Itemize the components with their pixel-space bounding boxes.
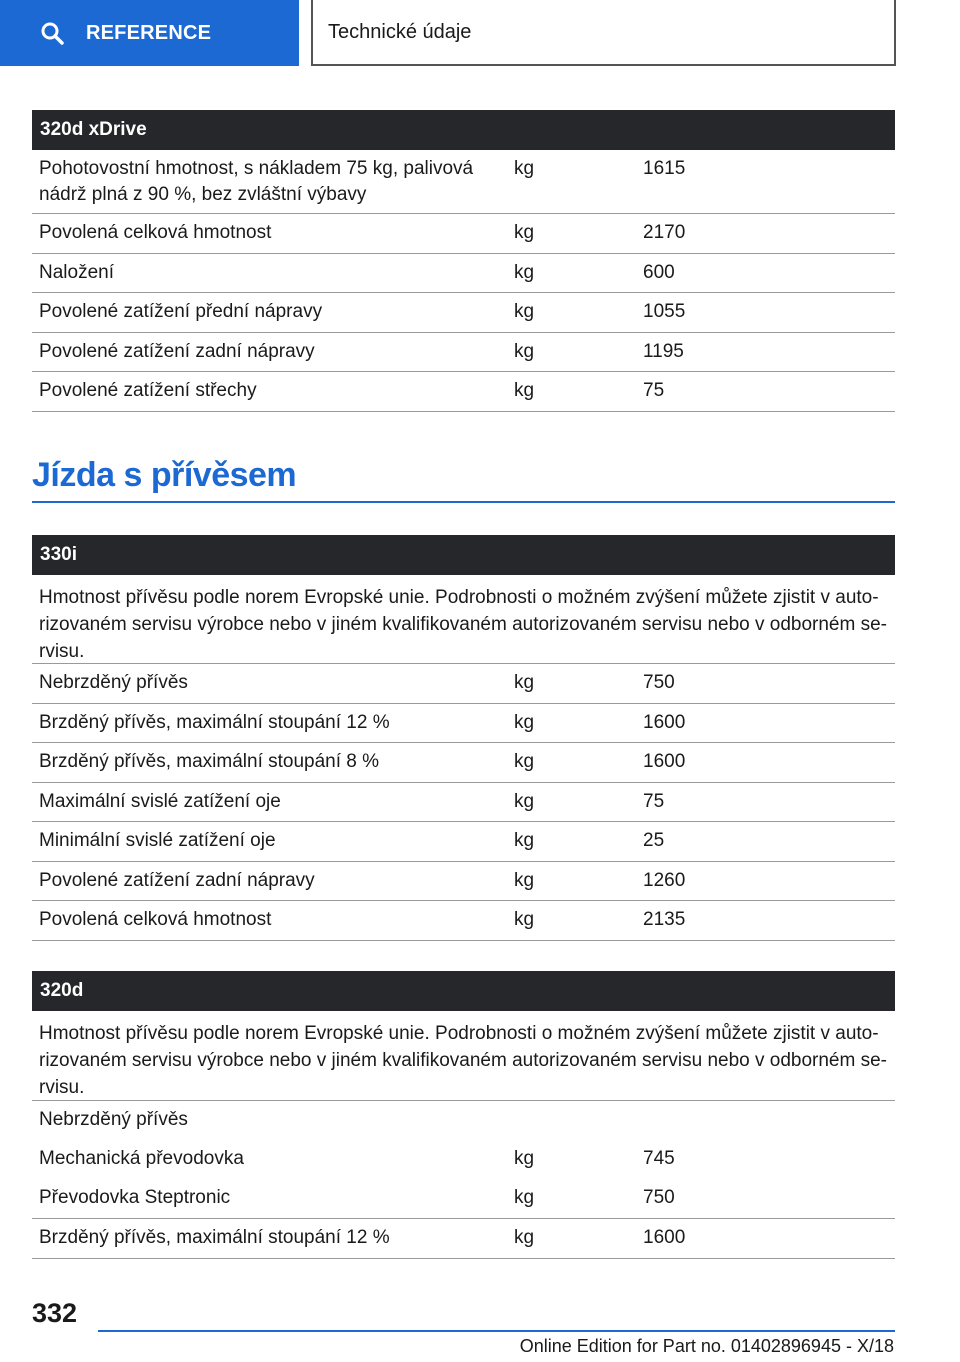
row-label: Brzděný přívěs, maximální stoupání 12 % xyxy=(39,712,390,733)
row-value: 25 xyxy=(643,830,665,851)
row-label: Povolené zatížení zadní nápravy xyxy=(39,341,315,362)
edition-text: Online Edition for Part no. 01402896945 - X/18 xyxy=(519,1336,894,1356)
row-unit: kg xyxy=(514,380,535,401)
row-label: Povolené zatížení zadní nápravy xyxy=(39,870,315,891)
row-unit: kg xyxy=(514,830,535,851)
row-value: 1600 xyxy=(643,712,686,733)
row-label: Brzděný přívěs, maximální stoupání 8 % xyxy=(39,751,380,772)
row-unit: kg xyxy=(514,262,535,283)
row-unit: kg xyxy=(514,791,535,812)
row-unit: kg xyxy=(514,1187,535,1208)
row-value: 1055 xyxy=(643,301,686,322)
row-value: 1600 xyxy=(643,1227,686,1248)
row-label: Maximální svislé zatížení oje xyxy=(39,791,281,812)
row-value: 75 xyxy=(643,380,665,401)
table-row xyxy=(32,1179,895,1219)
section-heading: Jízda s přívěsem xyxy=(32,456,895,503)
table-row xyxy=(32,150,895,214)
page-number: 332 xyxy=(32,1298,78,1328)
row-unit: kg xyxy=(514,341,535,362)
row-label: Naložení xyxy=(39,262,114,283)
search-icon xyxy=(40,21,64,45)
row-label: Nebrzděný přívěs xyxy=(39,672,188,693)
row-label: Povolené zatížení střechy xyxy=(39,380,257,401)
row-unit: kg xyxy=(514,158,535,179)
row-value: 600 xyxy=(643,262,675,283)
row-value xyxy=(643,1107,895,1134)
row-unit: kg xyxy=(514,712,535,733)
table-header: 320d xyxy=(32,971,895,1011)
chapter-title[interactable]: Technické údaje xyxy=(311,0,896,66)
footer-divider xyxy=(98,1330,895,1332)
row-value: 750 xyxy=(643,1187,675,1208)
table-330i xyxy=(32,535,895,941)
row-value: 750 xyxy=(643,672,675,693)
reference-button[interactable] xyxy=(0,0,299,66)
row-value: 2170 xyxy=(643,222,686,243)
row-value: 75 xyxy=(643,791,665,812)
table-row xyxy=(32,214,895,254)
table-row xyxy=(32,743,895,783)
row-label: Mechanická převodovka xyxy=(39,1148,244,1169)
table-row xyxy=(32,664,895,704)
table-row xyxy=(32,1219,895,1259)
table-row xyxy=(32,1101,895,1140)
table-row xyxy=(32,862,895,901)
row-label: Brzděný přívěs, maximální stoupání 12 % xyxy=(39,1227,390,1248)
row-label: Povolená celková hmotnost xyxy=(39,222,272,243)
row-label: Pohotovostní hmotnost, s nákladem 75 kg, palivová nádrž plná z 90 %, bez zvláštní výbavy xyxy=(39,158,474,205)
table-header: 330i xyxy=(32,535,895,575)
table-320d-xdrive xyxy=(32,110,895,412)
row-value: 1615 xyxy=(643,158,686,179)
table-row xyxy=(32,901,895,941)
reference-label: REFERENCE xyxy=(86,21,212,44)
row-label: Minimální svislé zatížení oje xyxy=(39,830,276,851)
row-unit: kg xyxy=(514,301,535,322)
table-row xyxy=(32,783,895,822)
row-label: Povolená celková hmotnost xyxy=(39,909,272,930)
table-row xyxy=(32,704,895,743)
row-unit: kg xyxy=(514,1227,535,1248)
table-row xyxy=(32,822,895,862)
row-label: Nebrzděný přívěs xyxy=(39,1109,188,1130)
row-unit: kg xyxy=(514,751,535,772)
row-unit: kg xyxy=(514,909,535,930)
table-320d xyxy=(32,971,895,1259)
table-row xyxy=(32,372,895,412)
row-unit: kg xyxy=(514,672,535,693)
table-note: Hmotnost přívěsu podle norem Evropské unie. Podrobnosti o možném zvýšení můžete zjistit v autorizovaném servisu výrobce nebo v jiném kvalifikovaném autorizovaném servisu nebo v odborném servisu. xyxy=(32,1011,895,1101)
row-value: 1260 xyxy=(643,870,686,891)
row-unit: kg xyxy=(514,1148,535,1169)
row-unit: kg xyxy=(514,222,535,243)
row-value: 2135 xyxy=(643,909,686,930)
row-unit xyxy=(514,1107,643,1134)
row-value: 745 xyxy=(643,1148,675,1169)
row-unit: kg xyxy=(514,870,535,891)
row-value: 1600 xyxy=(643,751,686,772)
table-row xyxy=(32,293,895,333)
table-row xyxy=(32,1140,895,1179)
table-header: 320d xDrive xyxy=(32,110,895,150)
table-note: Hmotnost přívěsu podle norem Evropské unie. Podrobnosti o možném zvýšení můžete zjistit v autorizovaném servisu výrobce nebo v jiném kvalifikovaném autorizovaném servisu nebo v odborném servisu. xyxy=(32,575,895,664)
row-label: Převodovka Steptronic xyxy=(39,1187,231,1208)
row-value: 1195 xyxy=(643,341,684,362)
table-row xyxy=(32,254,895,293)
row-label: Povolené zatížení přední nápravy xyxy=(39,301,323,322)
header-bar xyxy=(0,0,960,66)
table-row xyxy=(32,333,895,372)
